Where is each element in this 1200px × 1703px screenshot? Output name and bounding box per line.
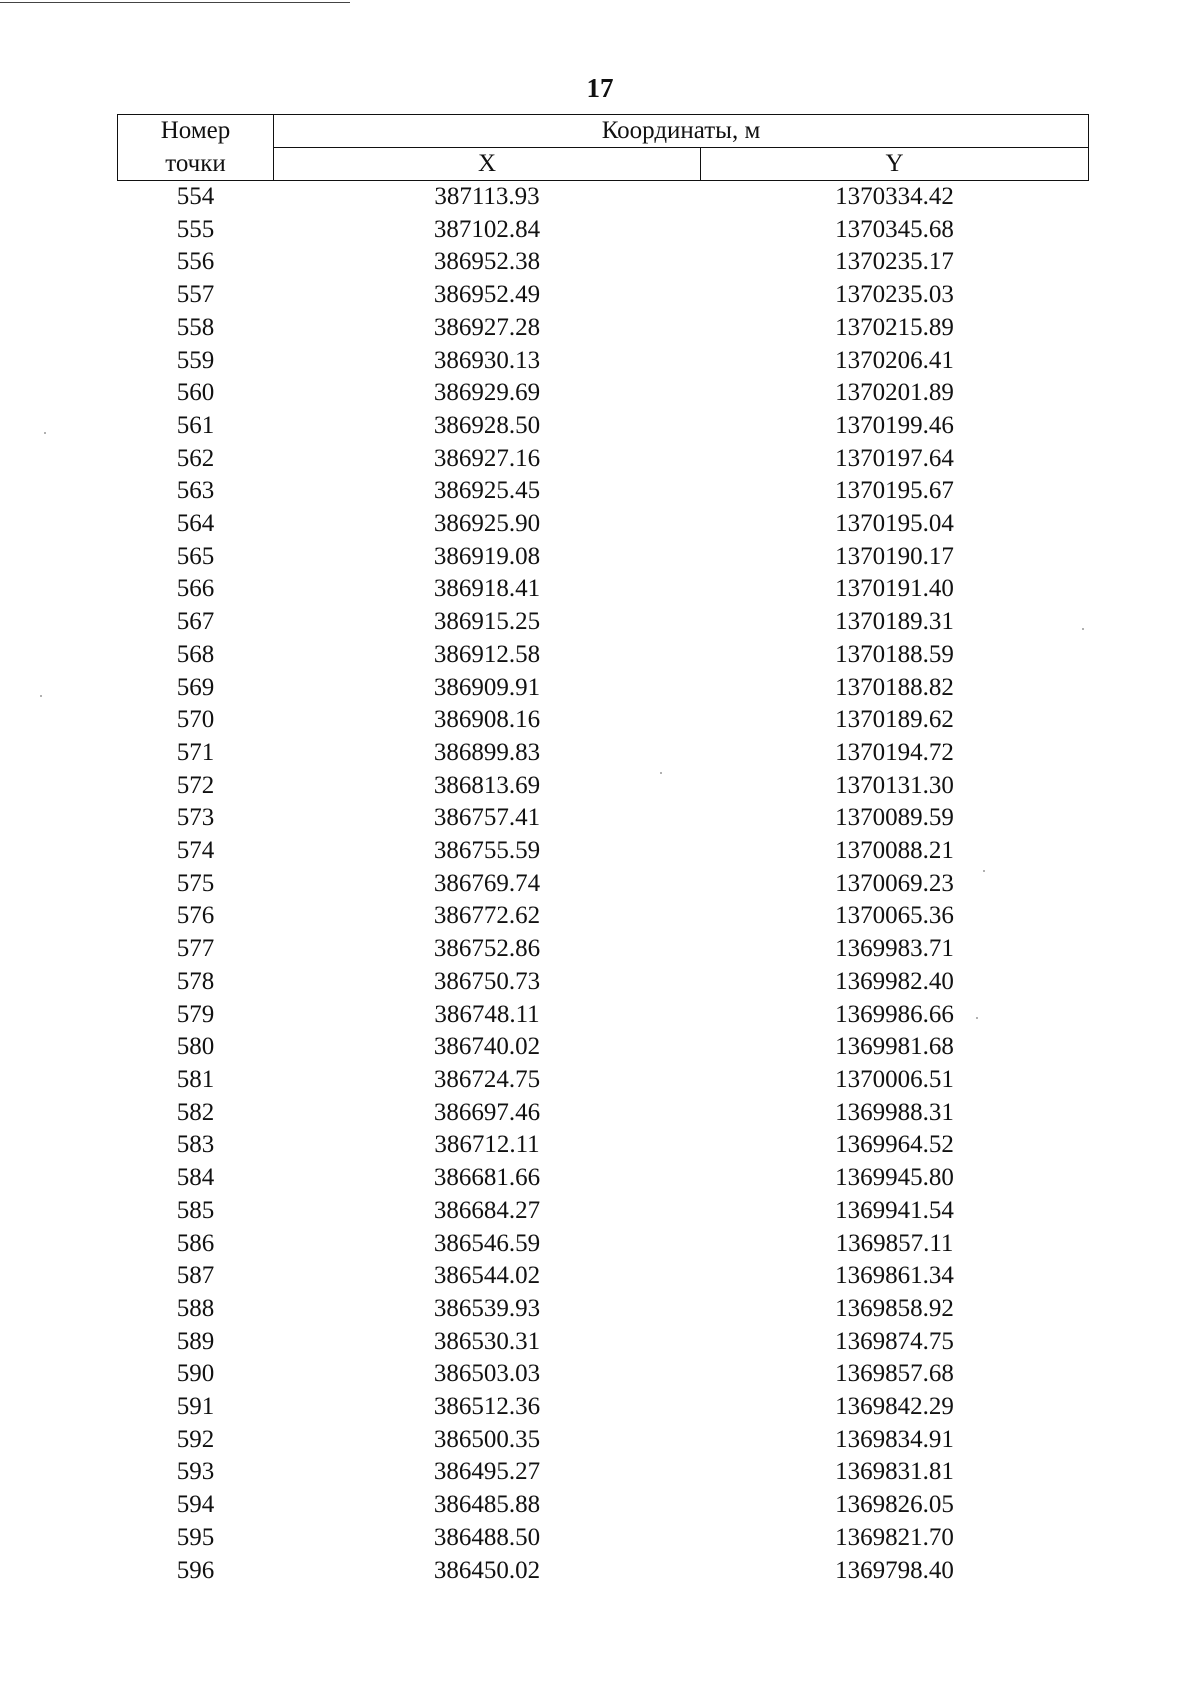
x-coordinate-cell: 386750.73 — [433, 967, 541, 995]
point-number-cell: 561 — [176, 411, 215, 439]
table-row — [118, 770, 1089, 803]
point-number-cell: 589 — [176, 1327, 215, 1355]
table-body — [118, 181, 1089, 1588]
y-coordinate-cell: 1370194.72 — [835, 738, 954, 766]
scan-speck — [44, 432, 46, 434]
x-coordinate-cell: 386752.86 — [433, 935, 541, 963]
x-coordinate-cell: 386724.75 — [433, 1065, 541, 1093]
table-row — [118, 1391, 1089, 1424]
point-number-cell: 595 — [176, 1523, 215, 1551]
x-coordinate-cell: 386757.41 — [433, 804, 541, 832]
table-row — [118, 1424, 1089, 1457]
point-number-cell: 572 — [176, 771, 215, 799]
point-number-cell: 562 — [176, 444, 215, 472]
y-coordinate-cell: 1369861.34 — [835, 1262, 954, 1290]
y-coordinate-cell: 1369986.66 — [835, 1000, 954, 1028]
x-coordinate-cell: 386769.74 — [433, 869, 541, 897]
table-row — [118, 1456, 1089, 1489]
table-row — [118, 704, 1089, 737]
y-coordinate-cell: 1370006.51 — [835, 1065, 954, 1093]
point-number-cell: 593 — [176, 1458, 215, 1486]
point-number-cell: 577 — [176, 935, 215, 963]
y-coordinate-cell: 1370065.36 — [835, 902, 954, 930]
table-row — [118, 214, 1089, 247]
point-number-cell: 596 — [176, 1556, 215, 1584]
x-coordinate-cell: 386929.69 — [433, 379, 541, 407]
y-column-header: Y — [701, 148, 1089, 181]
table-row — [118, 246, 1089, 279]
page-number: 17 — [586, 73, 614, 103]
table-row — [118, 999, 1089, 1032]
table-row — [118, 541, 1089, 574]
y-coordinate-cell: 1370088.21 — [835, 837, 954, 865]
x-coordinate-cell: 386495.27 — [433, 1458, 541, 1486]
y-coordinate-cell: 1370195.04 — [835, 510, 954, 538]
point-number-cell: 564 — [176, 510, 215, 538]
table-row — [118, 639, 1089, 672]
y-coordinate-cell: 1370199.46 — [835, 411, 954, 439]
table-row — [118, 1555, 1089, 1588]
table-row — [118, 966, 1089, 999]
x-coordinate-cell: 386927.28 — [433, 313, 541, 341]
y-coordinate-cell: 1369941.54 — [835, 1196, 954, 1224]
x-coordinate-cell: 386485.88 — [433, 1491, 541, 1519]
header-row-1 — [118, 115, 1089, 148]
y-coordinate-cell: 1369834.91 — [835, 1425, 954, 1453]
x-coordinate-cell: 386925.45 — [433, 477, 541, 505]
table-row — [118, 606, 1089, 639]
table-row — [118, 1326, 1089, 1359]
table-row — [118, 508, 1089, 541]
point-number-cell: 559 — [176, 346, 215, 374]
point-number-cell: 592 — [176, 1425, 215, 1453]
table-row — [118, 573, 1089, 606]
x-coordinate-cell: 386927.16 — [433, 444, 541, 472]
y-coordinate-cell: 1370089.59 — [835, 804, 954, 832]
scan-speck — [976, 1017, 978, 1019]
table-row — [118, 900, 1089, 933]
y-coordinate-cell: 1370189.31 — [835, 608, 954, 636]
point-number-cell: 557 — [176, 281, 215, 309]
table-row — [118, 377, 1089, 410]
coordinates-table — [117, 114, 1089, 1587]
y-coordinate-cell: 1370235.03 — [835, 281, 954, 309]
x-coordinate-cell: 386952.38 — [433, 248, 541, 276]
y-coordinate-cell: 1370206.41 — [835, 346, 954, 374]
x-coordinate-cell: 386712.11 — [434, 1131, 540, 1159]
point-number-cell: 590 — [176, 1360, 215, 1388]
point-number-header-line2: точки — [118, 148, 274, 181]
point-number-cell: 584 — [176, 1164, 215, 1192]
table-row — [118, 1129, 1089, 1162]
y-coordinate-cell: 1369858.92 — [835, 1294, 954, 1322]
x-coordinate-cell: 386748.11 — [434, 1000, 540, 1028]
y-coordinate-cell: 1370069.23 — [835, 869, 954, 897]
table-row — [118, 443, 1089, 476]
x-coordinate-cell: 386544.02 — [433, 1262, 541, 1290]
x-coordinate-cell: 386503.03 — [433, 1360, 541, 1388]
x-coordinate-cell: 386908.16 — [433, 706, 541, 734]
y-coordinate-cell: 1369857.11 — [835, 1229, 954, 1257]
x-coordinate-cell: 386928.50 — [433, 411, 541, 439]
point-number-cell: 583 — [176, 1131, 215, 1159]
x-coordinate-cell: 386912.58 — [433, 640, 541, 668]
table-row — [118, 1228, 1089, 1261]
point-number-cell: 569 — [176, 673, 215, 701]
x-coordinate-cell: 386772.62 — [433, 902, 541, 930]
table-row — [118, 1031, 1089, 1064]
table-row — [118, 835, 1089, 868]
x-coordinate-cell: 387113.93 — [434, 183, 540, 210]
y-coordinate-cell: 1370334.42 — [835, 183, 954, 210]
point-number-cell: 586 — [176, 1229, 215, 1257]
point-number-cell: 580 — [176, 1033, 215, 1061]
y-coordinate-cell: 1369988.31 — [835, 1098, 954, 1126]
table-row — [118, 802, 1089, 835]
point-number-cell: 555 — [176, 215, 215, 243]
table-header — [118, 115, 1089, 181]
table-row — [118, 1293, 1089, 1326]
y-coordinate-cell: 1369798.40 — [835, 1556, 954, 1584]
point-number-cell: 558 — [176, 313, 215, 341]
y-coordinate-cell: 1370235.17 — [835, 248, 954, 276]
y-coordinate-cell: 1370201.89 — [835, 379, 954, 407]
y-coordinate-cell: 1370215.89 — [835, 313, 954, 341]
point-number-cell: 560 — [176, 379, 215, 407]
y-coordinate-cell: 1370131.30 — [835, 771, 954, 799]
x-coordinate-cell: 386530.31 — [433, 1327, 541, 1355]
table-row — [118, 279, 1089, 312]
point-number-cell: 587 — [176, 1262, 215, 1290]
x-coordinate-cell: 386813.69 — [433, 771, 541, 799]
point-number-cell: 566 — [176, 575, 215, 603]
scan-speck — [40, 695, 42, 697]
table-row — [118, 933, 1089, 966]
point-number-cell: 571 — [176, 738, 215, 766]
y-coordinate-cell: 1370191.40 — [835, 575, 954, 603]
x-coordinate-cell: 386512.36 — [433, 1393, 541, 1421]
y-coordinate-cell: 1369874.75 — [835, 1327, 954, 1355]
top-left-rule — [0, 2, 350, 3]
x-coordinate-cell: 386546.59 — [433, 1229, 541, 1257]
point-number-cell: 574 — [176, 837, 215, 865]
table-row — [118, 1489, 1089, 1522]
point-number-cell: 575 — [176, 869, 215, 897]
table-row — [118, 737, 1089, 770]
y-coordinate-cell: 1370188.59 — [835, 640, 954, 668]
table-row — [118, 410, 1089, 443]
table-row — [118, 1162, 1089, 1195]
point-number-cell: 554 — [176, 183, 215, 210]
x-coordinate-cell: 386500.35 — [433, 1425, 541, 1453]
table-row — [118, 672, 1089, 705]
header-row-2 — [118, 148, 1089, 181]
point-number-cell: 582 — [176, 1098, 215, 1126]
y-coordinate-cell: 1369981.68 — [835, 1033, 954, 1061]
table-row — [118, 1522, 1089, 1555]
y-coordinate-cell: 1369821.70 — [835, 1523, 954, 1551]
point-number-header-line1: Номер — [118, 115, 274, 148]
x-coordinate-cell: 386952.49 — [433, 281, 541, 309]
point-number-cell: 581 — [176, 1065, 215, 1093]
x-coordinate-cell: 386740.02 — [433, 1033, 541, 1061]
table-row — [118, 1064, 1089, 1097]
x-coordinate-cell: 386697.46 — [433, 1098, 541, 1126]
point-number-cell: 567 — [176, 608, 215, 636]
table-row — [118, 181, 1089, 214]
y-coordinate-cell: 1369842.29 — [835, 1393, 954, 1421]
scan-speck — [1082, 628, 1084, 630]
y-coordinate-cell: 1370190.17 — [835, 542, 954, 570]
scan-speck — [983, 870, 985, 872]
table-row — [118, 345, 1089, 378]
point-number-cell: 578 — [176, 967, 215, 995]
x-coordinate-cell: 386930.13 — [433, 346, 541, 374]
x-coordinate-cell: 386450.02 — [433, 1556, 541, 1584]
x-coordinate-cell: 386919.08 — [433, 542, 541, 570]
point-number-cell: 573 — [176, 804, 215, 832]
point-number-cell: 563 — [176, 477, 215, 505]
y-coordinate-cell: 1369857.68 — [835, 1360, 954, 1388]
table-row — [118, 312, 1089, 345]
x-coordinate-cell: 386909.91 — [433, 673, 541, 701]
y-coordinate-cell: 1369982.40 — [835, 967, 954, 995]
point-number-cell: 576 — [176, 902, 215, 930]
scan-speck — [660, 772, 662, 774]
point-number-cell: 588 — [176, 1294, 215, 1322]
point-number-cell: 565 — [176, 542, 215, 570]
y-coordinate-cell: 1370188.82 — [835, 673, 954, 701]
y-coordinate-cell: 1370345.68 — [835, 215, 954, 243]
point-number-cell: 585 — [176, 1196, 215, 1224]
x-coordinate-cell: 386918.41 — [433, 575, 541, 603]
table-row — [118, 1195, 1089, 1228]
y-coordinate-cell: 1370189.62 — [835, 706, 954, 734]
table-row — [118, 1097, 1089, 1130]
y-coordinate-cell: 1369826.05 — [835, 1491, 954, 1519]
x-coordinate-cell: 386539.93 — [433, 1294, 541, 1322]
x-coordinate-cell: 386488.50 — [433, 1523, 541, 1551]
x-coordinate-cell: 386681.66 — [433, 1164, 541, 1192]
coordinates-header: Координаты, м — [274, 115, 1089, 148]
x-column-header: X — [274, 148, 701, 181]
y-coordinate-cell: 1369945.80 — [835, 1164, 954, 1192]
y-coordinate-cell: 1369831.81 — [835, 1458, 954, 1486]
point-number-cell: 556 — [176, 248, 215, 276]
table-row — [118, 868, 1089, 901]
point-number-cell: 591 — [176, 1393, 215, 1421]
x-coordinate-cell: 386755.59 — [433, 837, 541, 865]
y-coordinate-cell: 1369983.71 — [835, 935, 954, 963]
point-number-cell: 579 — [176, 1000, 215, 1028]
point-number-cell: 594 — [176, 1491, 215, 1519]
y-coordinate-cell: 1369964.52 — [835, 1131, 954, 1159]
x-coordinate-cell: 386899.83 — [433, 738, 541, 766]
y-coordinate-cell: 1370195.67 — [835, 477, 954, 505]
y-coordinate-cell: 1370197.64 — [835, 444, 954, 472]
table-row — [118, 1260, 1089, 1293]
x-coordinate-cell: 386925.90 — [433, 510, 541, 538]
table-row — [118, 475, 1089, 508]
point-number-cell: 568 — [176, 640, 215, 668]
x-coordinate-cell: 387102.84 — [433, 215, 541, 243]
x-coordinate-cell: 386915.25 — [433, 608, 541, 636]
point-number-cell: 570 — [176, 706, 215, 734]
table-row — [118, 1358, 1089, 1391]
x-coordinate-cell: 386684.27 — [433, 1196, 541, 1224]
